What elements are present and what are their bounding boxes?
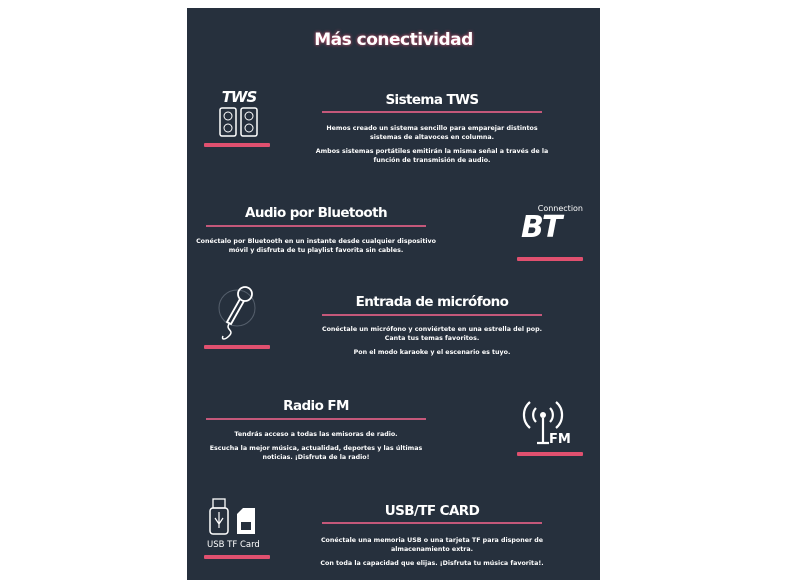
paragraph: Tendrás acceso a todas las emisoras de radio.	[234, 431, 398, 438]
paragraph: Conéctalo por Bluetooth en un instante desde cualquier dispositivo móvil y disfruta de tu playlist favorita sin cables.	[196, 238, 436, 254]
bluetooth-connection-icon	[521, 204, 583, 243]
section-text	[312, 124, 552, 170]
connection-label: Connection	[537, 204, 583, 213]
section-text	[196, 237, 436, 260]
tws-icon-label: TWS	[221, 88, 257, 106]
accent-bar	[204, 143, 270, 147]
accent-bar	[517, 257, 583, 261]
fm-label: FM	[549, 432, 571, 447]
page-title: Más conectividad	[314, 30, 473, 50]
tws-speakers-icon	[215, 88, 263, 140]
section-text	[312, 325, 552, 362]
paragraph: Pon el modo karaoke y el escenario es tuyo.	[353, 349, 511, 356]
heading-underline	[206, 418, 426, 420]
section-text	[312, 536, 552, 573]
heading-underline	[322, 111, 542, 113]
heading-underline	[322, 314, 542, 316]
section-heading: Entrada de micrófono	[355, 294, 509, 310]
paragraph: Con toda la capacidad que elijas. ¡Disfruta tu música favorita!.	[320, 560, 544, 567]
bt-label: BT	[521, 210, 561, 245]
microphone-icon	[215, 284, 261, 346]
heading-underline	[322, 522, 542, 524]
accent-bar	[204, 345, 270, 349]
paragraph: Ambos sistemas portátiles emitirán la misma señal a través de la función de transmisión de audio.	[315, 148, 549, 164]
paragraph: Conéctale una memoria USB o una tarjeta TF para disponer de almacenamiento extra.	[320, 537, 544, 553]
section-text	[196, 430, 436, 467]
infographic-panel	[187, 8, 600, 580]
section-heading: Sistema TWS	[385, 92, 479, 108]
section-heading: Audio por Bluetooth	[245, 205, 387, 221]
tf-card-label: TF Card	[227, 540, 260, 550]
usb-label: USB	[207, 540, 225, 550]
usb-tf-card-icon	[207, 498, 273, 548]
paragraph: Conéctale un micrófono y conviértete en una estrella del pop. Canta tus temas favoritos.	[321, 326, 543, 342]
accent-bar	[517, 452, 583, 456]
paragraph: Escucha la mejor música, actualidad, deportes y las últimas noticias. ¡Disfruta de la radio!	[209, 445, 423, 461]
section-heading: Radio FM	[283, 398, 349, 414]
paragraph: Hemos creado un sistema sencillo para emparejar distintos sistemas de altavoces en columna.	[326, 125, 538, 141]
heading-underline	[206, 225, 426, 227]
section-heading: USB/TF CARD	[384, 503, 480, 519]
accent-bar	[204, 555, 270, 559]
fm-antenna-icon	[520, 398, 580, 450]
